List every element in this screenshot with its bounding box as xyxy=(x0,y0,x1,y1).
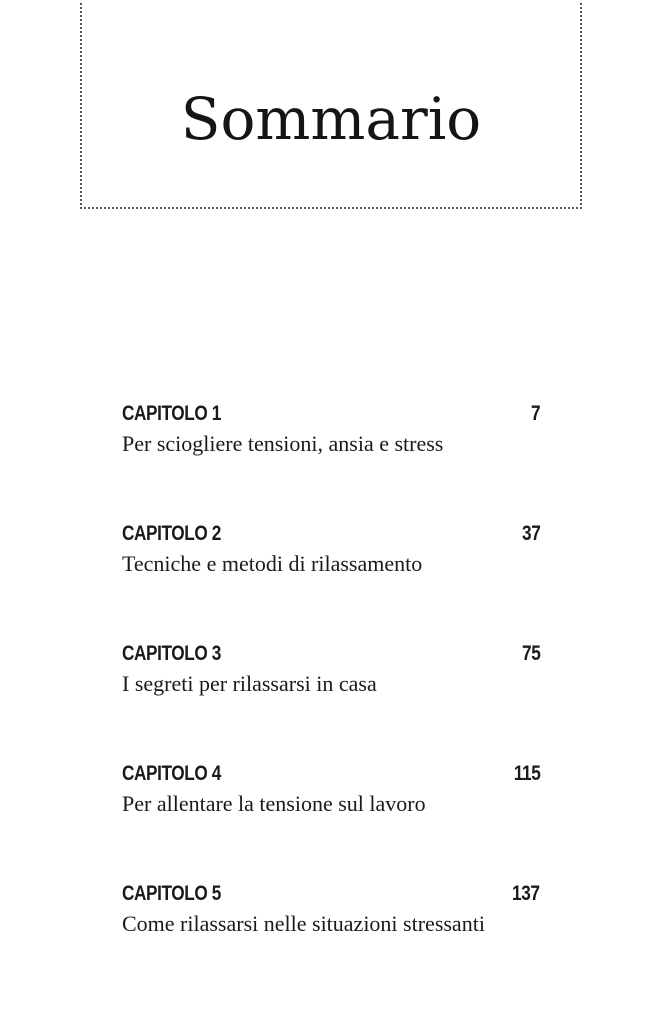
toc-entry-header xyxy=(122,402,540,430)
page-number: 137 xyxy=(512,882,540,905)
toc-entry-header xyxy=(122,522,540,550)
chapter-label: CAPITOLO 1 xyxy=(122,402,221,425)
toc-entry-header xyxy=(122,882,540,910)
page-title: Sommario xyxy=(180,85,482,153)
page-number: 75 xyxy=(521,642,540,665)
chapter-label: CAPITOLO 5 xyxy=(122,882,221,905)
chapter-title: I segreti per rilassarsi in casa xyxy=(122,671,377,696)
chapter-title: Come rilassarsi nelle situazioni stressanti xyxy=(122,911,485,936)
chapter-label: CAPITOLO 3 xyxy=(122,642,221,665)
chapter-title: Per allentare la tensione sul lavoro xyxy=(122,791,426,816)
toc-entry[interactable] xyxy=(122,402,540,522)
chapter-title: Per sciogliere tensioni, ansia e stress xyxy=(122,431,444,456)
table-of-contents xyxy=(122,402,540,1002)
toc-entry[interactable] xyxy=(122,882,540,1002)
toc-entry[interactable] xyxy=(122,642,540,762)
chapter-title: Tecniche e metodi di rilassamento xyxy=(122,551,423,576)
chapter-label: CAPITOLO 4 xyxy=(122,762,221,785)
title-frame xyxy=(80,0,582,209)
toc-entry[interactable] xyxy=(122,522,540,642)
toc-entry-header xyxy=(122,762,540,790)
toc-entry[interactable] xyxy=(122,762,540,882)
page-number: 7 xyxy=(530,402,540,425)
chapter-label: CAPITOLO 2 xyxy=(122,522,221,545)
page-number: 37 xyxy=(521,522,540,545)
toc-entry-header xyxy=(122,642,540,670)
page-number: 115 xyxy=(513,762,540,785)
